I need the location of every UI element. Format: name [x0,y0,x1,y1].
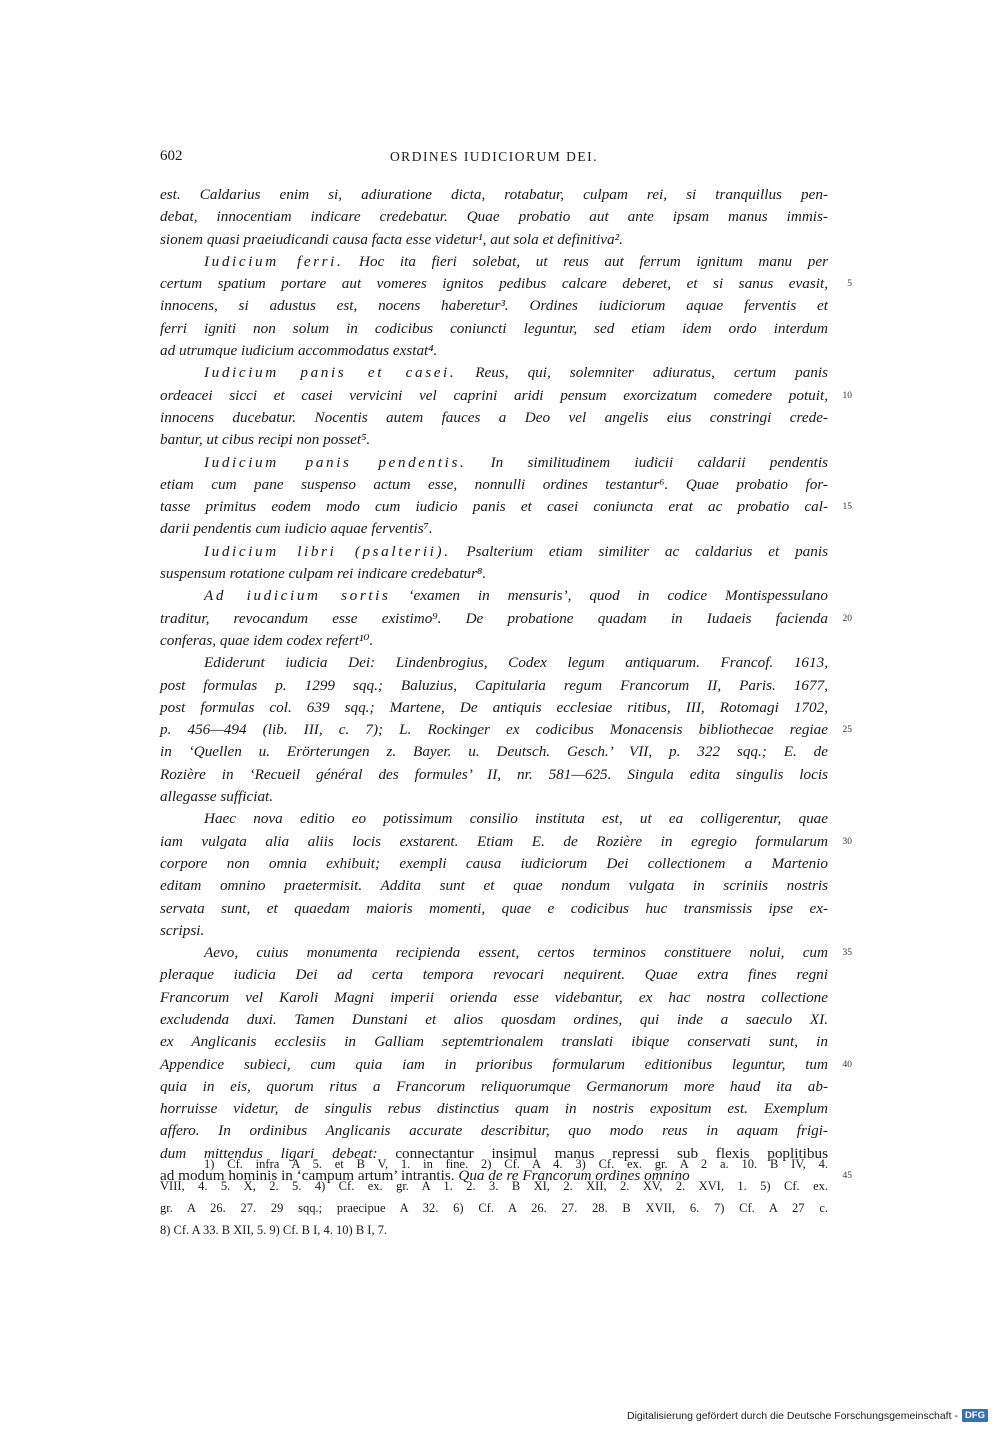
page-number: 602 [160,148,183,164]
margin-line-number: 20 [842,613,852,624]
text-line [160,853,828,875]
text-line [160,1076,828,1098]
text-line [160,273,852,295]
text-line [160,295,828,317]
text-line [160,184,828,206]
line-text: iam vulgata alia aliis locis exstarent. Etiam E. de Rozière in egregio formularum [160,832,828,850]
text-line [160,585,828,607]
text-line [160,474,828,496]
text-line [160,429,828,451]
line-text: Aevo, cuius monumenta recipienda essent, certos terminos constituere nolui, cum [204,944,828,962]
line-text: innocens ducebatur. Nocentis autem fauces a Deo vel angelis eius constringi crede- [160,408,828,426]
line-text: sionem quasi praeiudicandi causa facta esse videtur¹, aut sola et definitiva². [160,230,623,248]
spaced-heading: Iudicium panis et casei. [204,364,457,382]
page-header [160,148,828,170]
footnote-line: 1) Cf. infra A 5. et B V, 1. in fine. 2) Cf. A 4. 3) Cf. ex. gr. A 2 a. 10. B IV, 4. [204,1157,828,1171]
text-line [160,608,852,630]
text-line [160,1054,852,1076]
margin-line-number: 35 [842,948,852,959]
margin-line-number: 5 [847,279,852,290]
text-line [160,987,828,1009]
line-text: Rozière in ‘Recueil général des formules’ II, nr. 581—625. Singula edita singulis locis [160,765,828,783]
line-text: horruisse videtur, de singulis rebus distinctius quam in nostris expositum est. Exemplum [160,1100,828,1118]
footer-text: Digitalisierung gefördert durch die Deutsche Forschungsgemeinschaft - [627,1409,958,1422]
footnote-line: VIII, 4. 5. X, 2. 5. 4) Cf. ex. gr. A 1. 2. 3. B XI, 2. XII, 2. XV, 2. XVI, 1. 5) Cf. ex. [160,1179,828,1193]
line-text: ferri igniti non solum in codicibus coniuncti leguntur, sed etiam idem ordo interdum [160,319,828,337]
margin-line-number: 30 [842,836,852,847]
running-head: ORDINES IUDICIORUM DEI. [389,149,599,164]
line-text: quia in eis, quorum ritus a Francorum reliquorumque Germanorum more haud ita ab- [160,1077,828,1095]
text-line [160,385,852,407]
line-text: servata sunt, et quaedam maioris momenti, quae e codicibus huc transmissis ipse ex- [160,899,828,917]
text-line [160,496,852,518]
text-line [160,1098,828,1120]
line-text: affero. In ordinibus Anglicanis accurate describitur, quo modo reus in aquam frigi- [160,1122,828,1140]
line-text: Hoc ita fieri solebat, ut reus aut ferrum ignitum manu per [343,252,828,270]
line-text: corpore non omnia exhibuit; exempli causa iudiciorum Dei collectionem a Martenio [160,854,828,872]
footnotes [160,1153,828,1241]
line-text: ex Anglicanis ecclesiis in Galliam septemtrionalem translati ibique conservati sunt, in [160,1033,828,1051]
text-line [160,630,828,652]
text-line [160,942,852,964]
text-line [160,831,852,853]
line-text: Francorum vel Karoli Magni imperii orienda esse videbantur, ex hac nostra collectione [160,988,828,1006]
margin-line-number: 25 [842,725,852,736]
footnote-line: gr. A 26. 27. 29 sqq.; praecipue A 32. 6) Cf. A 26. 27. 28. B XVII, 6. 7) Cf. A 27 c. [160,1201,828,1215]
line-text: darii pendentis cum iudicio aquae ferventis⁷. [160,520,433,538]
text-line [160,1120,828,1142]
line-text: p. 456—494 (lib. III, c. 7); L. Rockinger ex codicibus Monacensis bibliothecae regiae [160,721,828,739]
line-text: certum spatium portare aut vomeres ignitos pedibus calcare deberet, et si sanus evasit, [160,275,828,293]
line-text: scripsi. [160,921,205,939]
dfg-logo: DFG [962,1409,988,1422]
text-line [160,964,828,986]
text-line [160,518,828,540]
text-line [160,920,828,942]
line-text: editam omnino praetermisit. Addita sunt et quae nondum vulgata in scriniis nostris [160,877,828,895]
text-line [160,808,828,830]
line-text: In similitudinem iudicii caldarii pendentis [466,453,828,471]
text-line [160,340,828,362]
line-text: Psalterium etiam similiter ac caldarius et panis [450,542,829,560]
roman-quote: ad modum hominis in ‘campum artum’ intrantis. [160,1167,455,1185]
text-line [160,875,828,897]
line-text: tasse primitus eodem modo cum iudicio panis et casei coniuncta erat ac probatio cal- [160,498,828,516]
line-text: Haec nova editio eo potissimum consilio instituta est, ut ea colligerentur, quae [204,810,828,828]
margin-line-number: 10 [842,390,852,401]
text-line [160,652,828,674]
text-line [160,362,828,384]
text-line [160,741,828,763]
line-text: traditur, revocandum esse existimo⁹. De probatione quadam in Iudaeis facienda [160,609,828,627]
text-line [160,229,828,251]
line-text: debat, innocentiam indicare credebatur. Quae probatio aut ante ipsam manus immis- [160,208,828,226]
text-line [160,251,828,273]
line-text: Qua de re Francorum ordines omnino [454,1167,690,1185]
roman-quote: connectantur insimul manus repressi sub flexis poplitibus [395,1144,828,1162]
text-line [160,563,828,585]
line-text: Ediderunt iudicia Dei: Lindenbrogius, Codex legum antiquarum. Francof. 1613, [204,654,828,672]
line-text: bantur, ut cibus recipi non posset⁵. [160,431,371,449]
line-text: in ‘Quellen u. Erörterungen z. Bayer. u. Deutsch. Gesch.’ VII, p. 322 sqq.; E. de [160,743,828,761]
text-line [160,764,828,786]
footer-credit [627,1409,988,1422]
line-text: post formulas col. 639 sqq.; Martene, De antiquis ecclesiae ritibus, III, Rotomagi 1702, [160,698,828,716]
footnote-line: 8) Cf. A 33. B XII, 5. 9) Cf. B I, 4. 10) B I, 7. [160,1223,388,1237]
text-line [160,206,828,228]
line-text: ‘examen in mensuris’, quod in codice Montispessulano [390,587,828,605]
line-text: Appendice subieci, cum quia iam in prioribus formularum editionibus leguntur, tum [160,1055,828,1073]
spaced-heading: Iudicium panis pendentis. [204,453,467,471]
text-line [160,719,852,741]
text-line [160,1009,828,1031]
text-line [160,407,828,429]
spaced-heading: Iudicium ferri. [204,252,344,270]
line-text: innocens, si adustus est, nocens haberetur³. Ordines iudiciorum aquae ferventis et [160,297,828,315]
line-text: est. Caldarius enim si, adiuratione dicta, rotabatur, culpam rei, si tranquillus pen- [160,186,828,203]
line-text: pleraque iudicia Dei ad certa tempora revocari nequirent. Quae extra fines regni [160,966,828,984]
text-line [160,675,828,697]
line-text: post formulas p. 1299 sqq.; Baluzius, Capitularia regum Francorum II, Paris. 1677, [160,676,828,694]
line-text: dum mittendus ligari debeat: [160,1144,396,1162]
line-text: suspensum rotatione culpam rei indicare credebatur⁸. [160,565,487,583]
margin-line-number: 45 [842,1171,852,1182]
line-text: ad utrumque iudicium accommodatus exstat⁴. [160,342,438,360]
line-text: excludenda duxi. Tamen Dunstani et alios quosdam ordines, qui inde a saeculo XI. [160,1010,828,1028]
spaced-heading: Iudicium libri (psalterii). [204,542,451,560]
text-line [160,697,828,719]
text-line [160,318,828,340]
text-line [160,452,828,474]
margin-line-number: 15 [842,502,852,513]
line-text: allegasse sufficiat. [160,788,274,806]
spaced-heading: Ad iudicium sortis [204,587,391,605]
text-line [160,541,828,563]
line-text: etiam cum pane suspenso actum esse, nonnulli ordines testantur⁶. Quae probatio for- [160,475,828,493]
margin-line-number: 40 [842,1059,852,1070]
main-text [160,184,852,1187]
line-text: Reus, qui, solemniter adiuratus, certum panis [456,364,829,382]
text-line [160,1031,828,1053]
line-text: conferas, quae idem codex refert¹⁰. [160,631,374,649]
line-text: ordeacei sicci et casei vervicini vel caprini aridi pensum exorcizatum comedere potuit, [160,386,828,404]
text-line [160,786,828,808]
text-line [160,898,828,920]
